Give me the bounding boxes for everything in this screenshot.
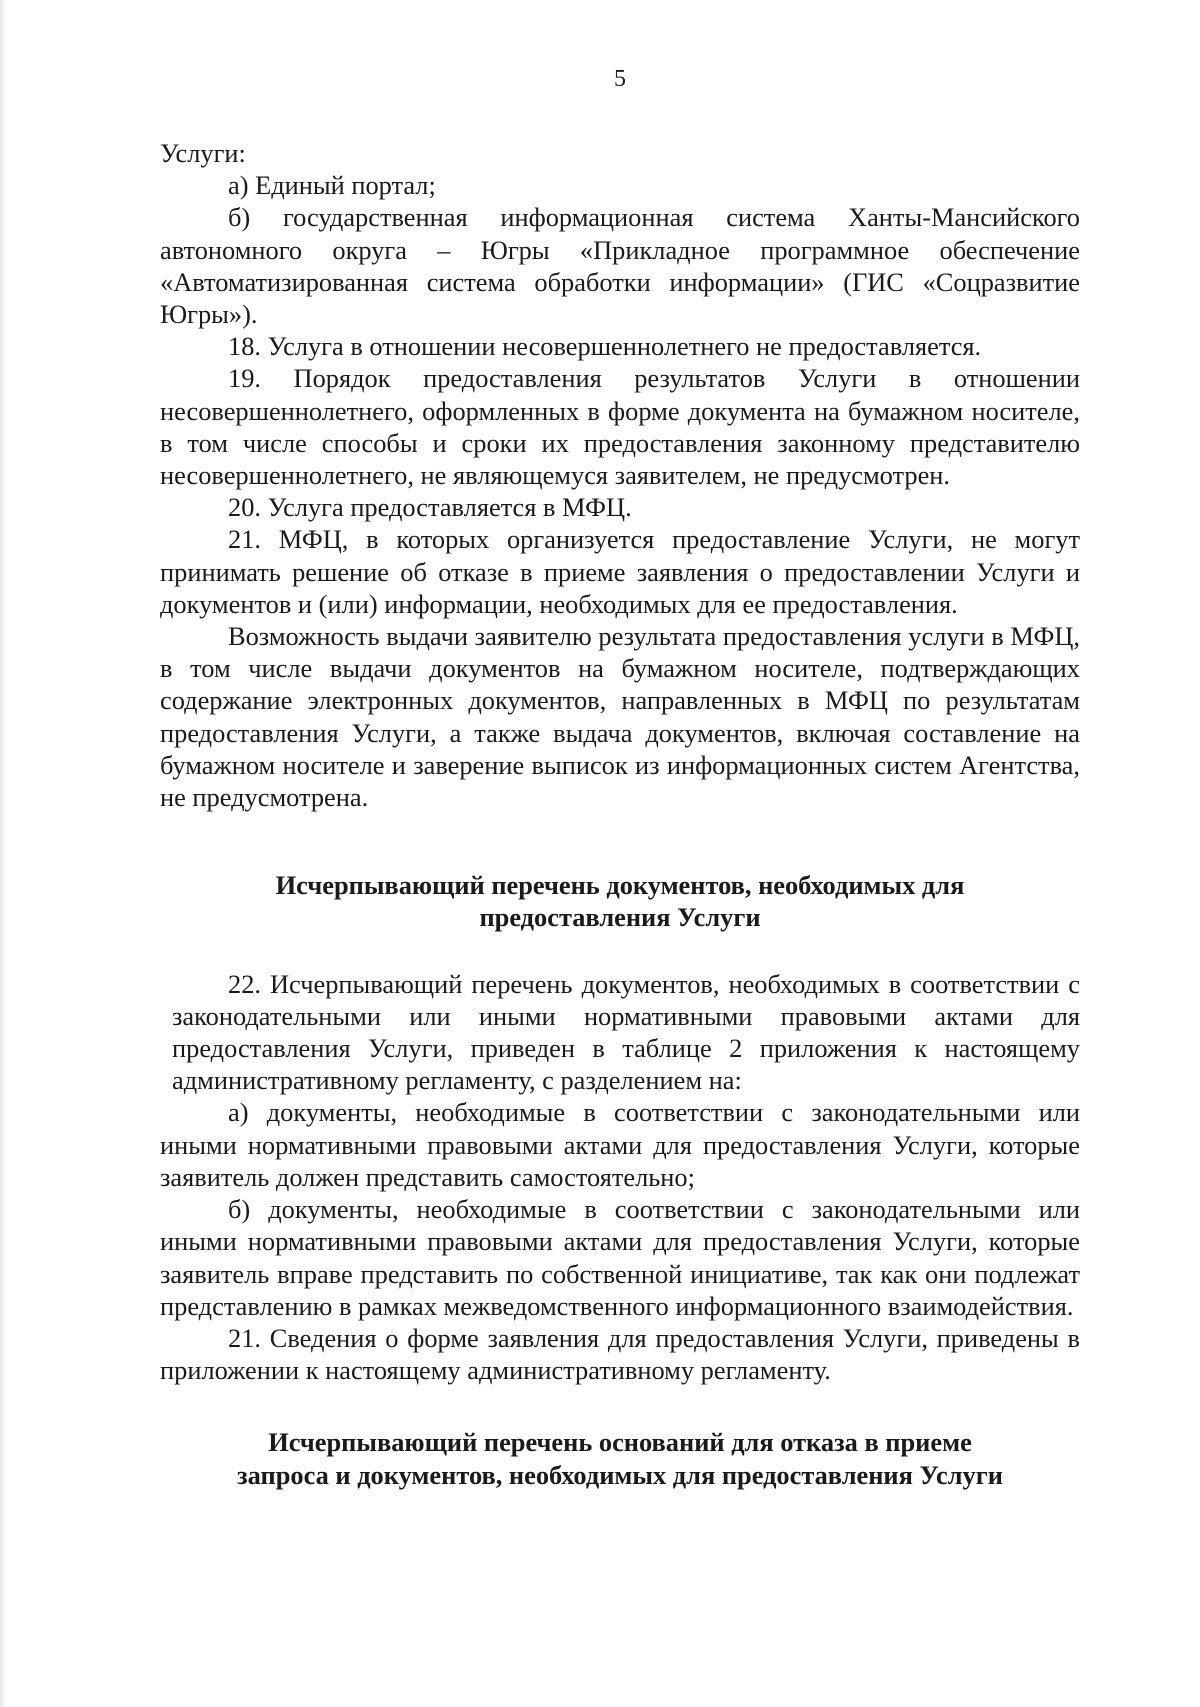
paragraph-22: 22. Исчерпывающий перечень документов, необходимых в соответствии с законодательными или иными нормативными правовыми актами для предоставления Услуги, приведен в таблице 2 приложения к настоящему административному регламенту, с разделением на: xyxy=(172,968,1080,1096)
paragraph-21-form: 21. Сведения о форме заявления для предоставления Услуги, приведены в приложении к настоящему административному регламенту. xyxy=(160,1322,1080,1386)
page-number: 5 xyxy=(614,66,626,92)
heading-refusal-line1: Исчерпывающий перечень оснований для отказа в приеме xyxy=(268,1427,972,1458)
paragraph-18: 18. Услуга в отношении несовершеннолетнего не предоставляется. xyxy=(228,331,982,362)
paragraph-uslugi: Услуги: xyxy=(160,138,246,168)
paragraph-20: 20. Услуга предоставляется в МФЦ. xyxy=(228,492,632,523)
heading-documents-line2: предоставления Услуги xyxy=(479,902,761,933)
paragraph-possibility: Возможность выдачи заявителю результата предоставления услуги в МФЦ, в том числе выдачи документов на бумажном носителе, подтверждающих содержание электронных документов, направленных в МФЦ по результатам предоставления Услуги, а также выдача документов, включая составление на бумажном носителе и заверение выписок из информационных систем Агентства, не предусмотрена. xyxy=(160,621,1080,813)
paragraph-21-mfc: 21. МФЦ, в которых организуется предоставление Услуги, не могут принимать решение об отказе в приеме заявления о предоставлении Услуги и документов и (или) информации, необходимых для ее предоставления. xyxy=(160,524,1080,619)
section-heading-documents xyxy=(160,869,1080,933)
paragraph-22-item-b: б) документы, необходимые в соответствии с законодательными или иными нормативными правовыми актами для предоставления Услуги, которые заявитель вправе представить по собственной инициативе, так как они подлежат представлению в рамках межведомственного информационного взаимодействия. xyxy=(160,1194,1080,1321)
paragraph-item-a-portal: а) Единый портал; xyxy=(228,170,436,201)
document-body xyxy=(160,137,1080,1491)
paragraph-22-item-a: а) документы, необходимые в соответствии с законодательными или иными нормативными правовыми актами для предоставления Услуги, которые заявитель должен представить самостоятельно; xyxy=(160,1097,1080,1192)
paragraph-item-b-gis: б) государственная информационная система Ханты-Мансийского автономного округа – Югры «Прикладное программное обеспечение «Автоматизированная система обработки информации» (ГИС «Соцразвитие Югры»). xyxy=(160,202,1080,330)
section-heading-refusal xyxy=(160,1426,1080,1490)
scan-edge-shadow xyxy=(0,0,6,1707)
paragraph-19: 19. Порядок предоставления результатов Услуги в отношении несовершеннолетнего, оформленных в форме документа на бумажном носителе, в том числе способы и сроки их предоставления законному представителю несовершеннолетнего, не являющемуся заявителем, не предусмотрен. xyxy=(160,363,1080,491)
heading-documents-line1: Исчерпывающий перечень документов, необходимых для xyxy=(275,870,965,901)
heading-refusal-line2: запроса и документов, необходимых для предоставления Услуги xyxy=(237,1459,1003,1490)
section-documents-body xyxy=(160,968,1080,1387)
